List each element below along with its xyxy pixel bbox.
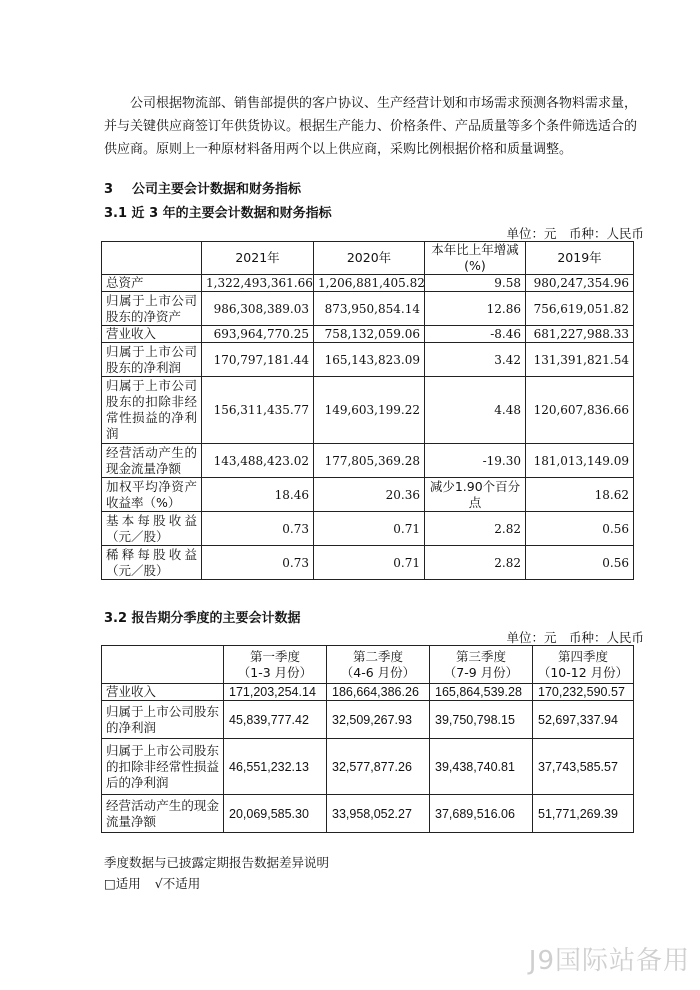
value-cell: -8.46 (425, 326, 526, 343)
value-cell: -19.30 (425, 444, 526, 478)
header-cell: 2019年 (526, 242, 634, 275)
header-cell: 本年比上年增减(%) (425, 242, 526, 275)
value-cell: 1,322,493,361.66 (202, 275, 314, 292)
value-cell: 0.56 (526, 512, 634, 546)
row-label: 营业收入 (102, 684, 224, 701)
row-label: 归属于上市公司股东的扣除非经常性损益后的净利润 (102, 739, 224, 795)
header-quarter-months: （10-12 月份） (537, 664, 629, 680)
header-quarter-name: 第二季度 (352, 648, 403, 664)
value-cell: 37,689,516.06 (430, 795, 533, 833)
header-cell (430, 646, 533, 684)
value-cell: 171,203,254.14 (224, 684, 327, 701)
value-cell: 18.62 (526, 478, 634, 512)
section-3-heading (104, 178, 301, 197)
value-cell: 165,143,823.09 (314, 343, 425, 377)
applicable-checkbox: □适用 (104, 876, 141, 891)
header-quarter-name: 第四季度 (557, 648, 608, 664)
quarterly-difference-note: 季度数据与已披露定期报告数据差异说明 (104, 855, 330, 870)
table-row (102, 701, 634, 739)
value-cell: 4.48 (425, 377, 526, 444)
value-cell: 131,391,821.54 (526, 343, 634, 377)
value-cell: 0.73 (202, 512, 314, 546)
value-cell: 758,132,059.06 (314, 326, 425, 343)
not-applicable-checkbox: √不适用 (154, 876, 201, 891)
value-cell: 143,488,423.02 (202, 444, 314, 478)
table-row (102, 478, 634, 512)
row-label: 总资产 (102, 275, 202, 292)
value-cell: 18.46 (202, 478, 314, 512)
header-quarter-name: 第一季度 (249, 648, 300, 664)
value-cell: 9.58 (425, 275, 526, 292)
header-cell (224, 646, 327, 684)
value-cell: 186,664,386.26 (327, 684, 430, 701)
row-label: 归属于上市公司股东的净利润 (102, 343, 202, 377)
section-3-2-heading: 3.2 报告期分季度的主要会计数据 (104, 611, 301, 626)
quarterly-data-table (101, 645, 634, 833)
row-label: 基本每股收益（元／股） (102, 512, 202, 546)
table-row (102, 684, 634, 701)
table-header-row (102, 242, 634, 275)
value-cell: 170,232,590.57 (533, 684, 634, 701)
value-cell: 181,013,149.09 (526, 444, 634, 478)
value-cell: 12.86 (425, 292, 526, 326)
value-cell: 2.82 (425, 546, 526, 580)
value-cell: 20.36 (314, 478, 425, 512)
header-cell: 2020年 (314, 242, 425, 275)
table-row (102, 444, 634, 478)
table-row (102, 512, 634, 546)
header-cell (327, 646, 430, 684)
value-cell: 46,551,232.13 (224, 739, 327, 795)
table-row (102, 275, 634, 292)
row-label: 归属于上市公司股东的净资产 (102, 292, 202, 326)
value-cell: 681,227,988.33 (526, 326, 634, 343)
value-cell: 177,805,369.28 (314, 444, 425, 478)
value-cell: 0.71 (314, 546, 425, 580)
watermark: J9国际站备用 (528, 946, 690, 976)
row-label: 归属于上市公司股东的净利润 (102, 701, 224, 739)
header-quarter-months: （1-3 月份） (237, 664, 313, 680)
value-cell: 52,697,337.94 (533, 701, 634, 739)
value-cell: 0.56 (526, 546, 634, 580)
value-cell: 170,797,181.44 (202, 343, 314, 377)
value-cell: 0.71 (314, 512, 425, 546)
value-cell: 45,839,777.42 (224, 701, 327, 739)
value-cell: 37,743,585.57 (533, 739, 634, 795)
row-label: 经营活动产生的现金流量净额 (102, 444, 202, 478)
header-cell (102, 242, 202, 275)
value-cell: 693,964,770.25 (202, 326, 314, 343)
header-cell (102, 646, 224, 684)
table-row (102, 546, 634, 580)
value-cell: 0.73 (202, 546, 314, 580)
table-row (102, 795, 634, 833)
value-cell: 756,619,051.82 (526, 292, 634, 326)
value-cell: 165,864,539.28 (430, 684, 533, 701)
value-cell: 1,206,881,405.82 (314, 275, 425, 292)
header-quarter-months: （7-9 月份） (443, 664, 519, 680)
section-3-title: 公司主要会计数据和财务指标 (132, 182, 302, 197)
value-cell: 3.42 (425, 343, 526, 377)
value-cell: 120,607,836.66 (526, 377, 634, 444)
row-label: 归属于上市公司股东的扣除非经常性损益的净利润 (102, 377, 202, 444)
intro-paragraph: 公司根据物流部、销售部提供的客户协议、生产经营计划和市场需求预测各物料需求量，并与关键供应商签订年供货协议。根据生产能力、价格条件、产品质量等多个条件筛选适合的供应商。原则上一种原材料备用两个以上供应商，采购比例根据价格和质量调整。 (104, 96, 638, 157)
value-cell: 51,771,269.39 (533, 795, 634, 833)
table-row (102, 377, 634, 444)
value-cell: 20,069,585.30 (224, 795, 327, 833)
row-label: 营业收入 (102, 326, 202, 343)
value-cell: 156,311,435.77 (202, 377, 314, 444)
value-cell: 873,950,854.14 (314, 292, 425, 326)
value-cell: 减少1.90个百分点 (425, 478, 526, 512)
section-3-number: 3 (104, 182, 114, 197)
value-cell: 33,958,052.27 (327, 795, 430, 833)
row-label: 加权平均净资产收益率（%） (102, 478, 202, 512)
table-row (102, 292, 634, 326)
value-cell: 986,308,389.03 (202, 292, 314, 326)
value-cell: 2.82 (425, 512, 526, 546)
table1-unit-label: 单位：元 币种：人民币 (506, 226, 644, 241)
header-quarter-months: （4-6 月份） (340, 664, 416, 680)
table-header-row (102, 646, 634, 684)
table2-unit-label: 单位：元 币种：人民币 (506, 630, 644, 645)
applicability-options (104, 874, 210, 892)
value-cell: 32,577,877.26 (327, 739, 430, 795)
table-row (102, 326, 634, 343)
table-row (102, 739, 634, 795)
value-cell: 980,247,354.96 (526, 275, 634, 292)
value-cell: 39,750,798.15 (430, 701, 533, 739)
annual-financials-table (101, 241, 634, 580)
section-3-1-heading: 3.1 近 3 年的主要会计数据和财务指标 (104, 206, 332, 221)
value-cell: 149,603,199.22 (314, 377, 425, 444)
row-label: 经营活动产生的现金流量净额 (102, 795, 224, 833)
value-cell: 39,438,740.81 (430, 739, 533, 795)
header-cell (533, 646, 634, 684)
row-label: 稀释每股收益（元／股） (102, 546, 202, 580)
value-cell: 32,509,267.93 (327, 701, 430, 739)
header-quarter-name: 第三季度 (455, 648, 506, 664)
table-row (102, 343, 634, 377)
header-cell: 2021年 (202, 242, 314, 275)
